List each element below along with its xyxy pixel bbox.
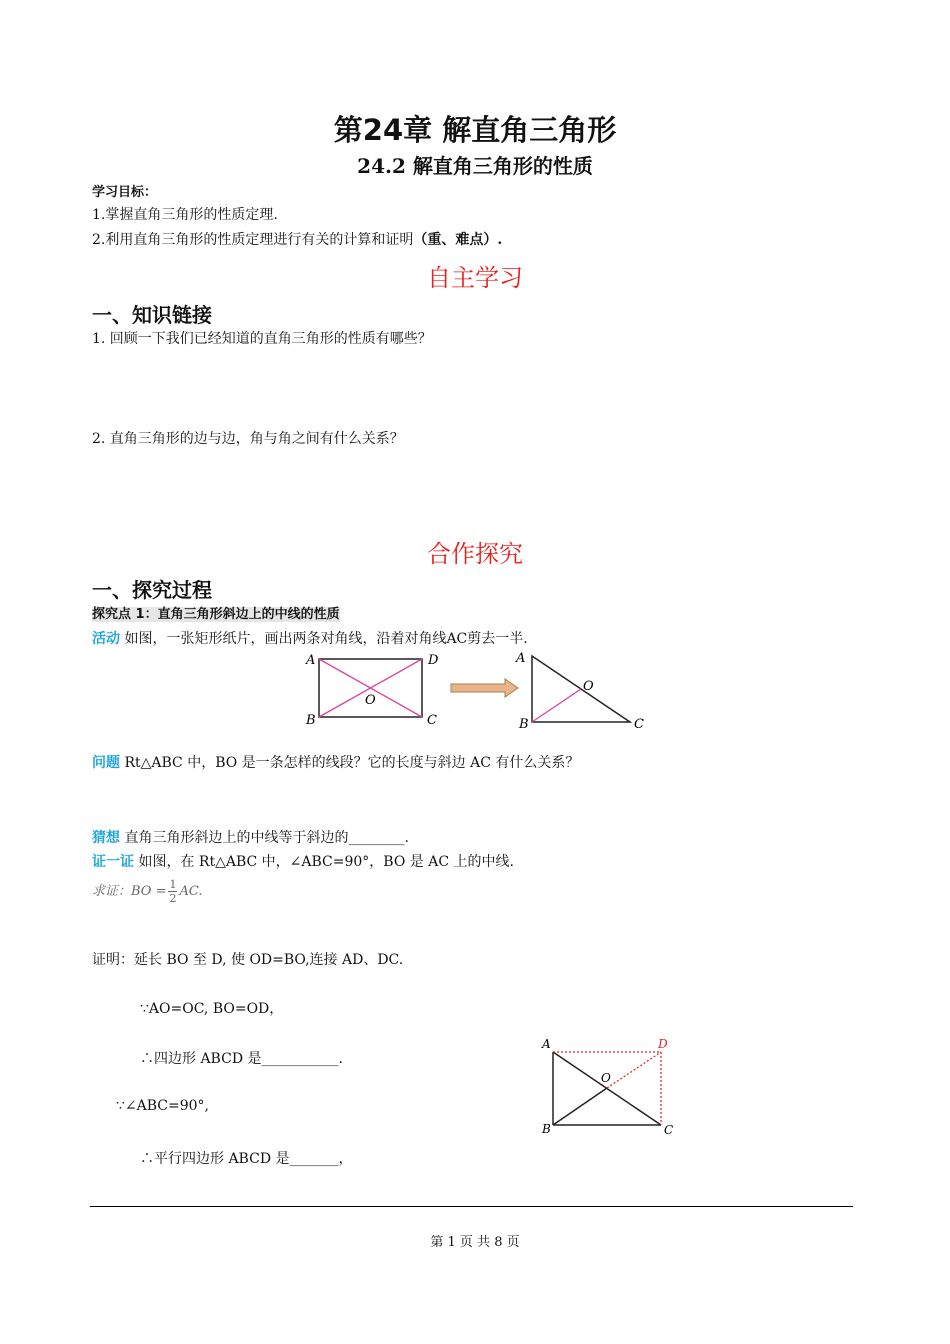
knowledge-question-1: 1. 回顾一下我们已经知道的直角三角形的性质有哪些？ [92,331,432,347]
to-prove-suffix: AC. [179,884,203,899]
activity-line [92,628,528,648]
label-o-3: O [601,1071,611,1085]
proof-line-3: ∴四边形 ABCD 是___________. [140,1051,343,1067]
question-line [92,752,579,772]
arrow-right-icon [451,679,518,697]
proof-figure [536,1030,686,1142]
page-subtitle: 24.2 解直角三角形的性质 [357,154,593,178]
to-prove-prefix: 求证：BO = [92,884,167,899]
label-d-3: D [658,1037,668,1051]
label-c-2: C [634,717,644,732]
explore-point-1 [92,603,340,622]
fraction-numerator: 1 [169,878,177,891]
footer-divider [90,1206,853,1207]
proof-line-1: 证明：延长 BO 至 D, 使 OD=BO,连接 AD、DC. [92,952,404,968]
activity-text: 如图，一张矩形纸片，画出两条对角线，沿着对角线AC剪去一半. [124,631,528,647]
guess-label: 猜想 [92,830,120,846]
guess-line [92,827,409,847]
guess-text: 直角三角形斜边上的中线等于斜边的________. [124,830,409,846]
rectangle-triangle-figure [300,648,660,734]
label-d-1: D [428,653,439,668]
objective-1: 1.掌握直角三角形的性质定理. [92,207,278,223]
knowledge-link-heading: 一、知识链接 [92,303,212,327]
page-title: 第24章 解直角三角形 [333,113,617,147]
label-a-1: A [306,653,316,668]
label-b-3: B [542,1122,551,1136]
question-label: 问题 [92,755,120,771]
question-text: Rt△ABC 中，BO 是一条怎样的线段？它的长度与斜边 AC 有什么关系？ [124,755,580,771]
objectives-heading: 学习目标： [92,185,158,200]
prove-text: 如图，在 Rt△ABC 中，∠ABC=90°，BO 是 AC 上的中线. [138,854,514,870]
label-c-1: C [427,713,437,728]
label-a-2: A [516,651,526,666]
explore-heading: 一、探究过程 [92,578,212,602]
proof-line-5: ∴平行四边形 ABCD 是_______， [140,1151,353,1167]
objective-2-text: 2.利用直角三角形的性质定理进行有关的计算和证明 [92,232,414,248]
fraction-denominator: 2 [169,892,177,905]
median-bo-2 [553,1088,607,1125]
objective-2-end: . [497,232,503,248]
label-b-1: B [306,713,316,728]
prove-line [92,851,514,871]
label-a-3: A [542,1037,551,1051]
section-self-study: 自主学习 [427,264,523,292]
to-prove-statement [92,878,203,905]
knowledge-question-2: 2. 直角三角形的边与边，角与角之间有什么关系？ [92,431,404,447]
page-footer: 第 1 页 共 8 页 [430,1235,520,1250]
dotted-od [607,1052,661,1088]
proof-line-4: ∵∠ABC=90°, [116,1098,210,1114]
proof-line-2: ∵AO=OC, BO=OD， [140,1001,284,1017]
objective-2 [92,229,502,249]
label-c-3: C [664,1123,674,1137]
label-b-2: B [519,717,529,732]
label-o-1: O [365,693,376,708]
activity-label: 活动 [92,631,120,647]
label-o-2: O [583,679,594,694]
section-cooperate: 合作探究 [427,540,523,568]
objective-2-emphasis: （重、难点） [413,232,498,248]
median-bo [532,689,581,722]
explore-point-1-label: 探究点 1：直角三角形斜边上的中线的性质 [92,607,340,622]
fraction-one-half [168,878,177,905]
prove-label: 证一证 [92,854,134,870]
